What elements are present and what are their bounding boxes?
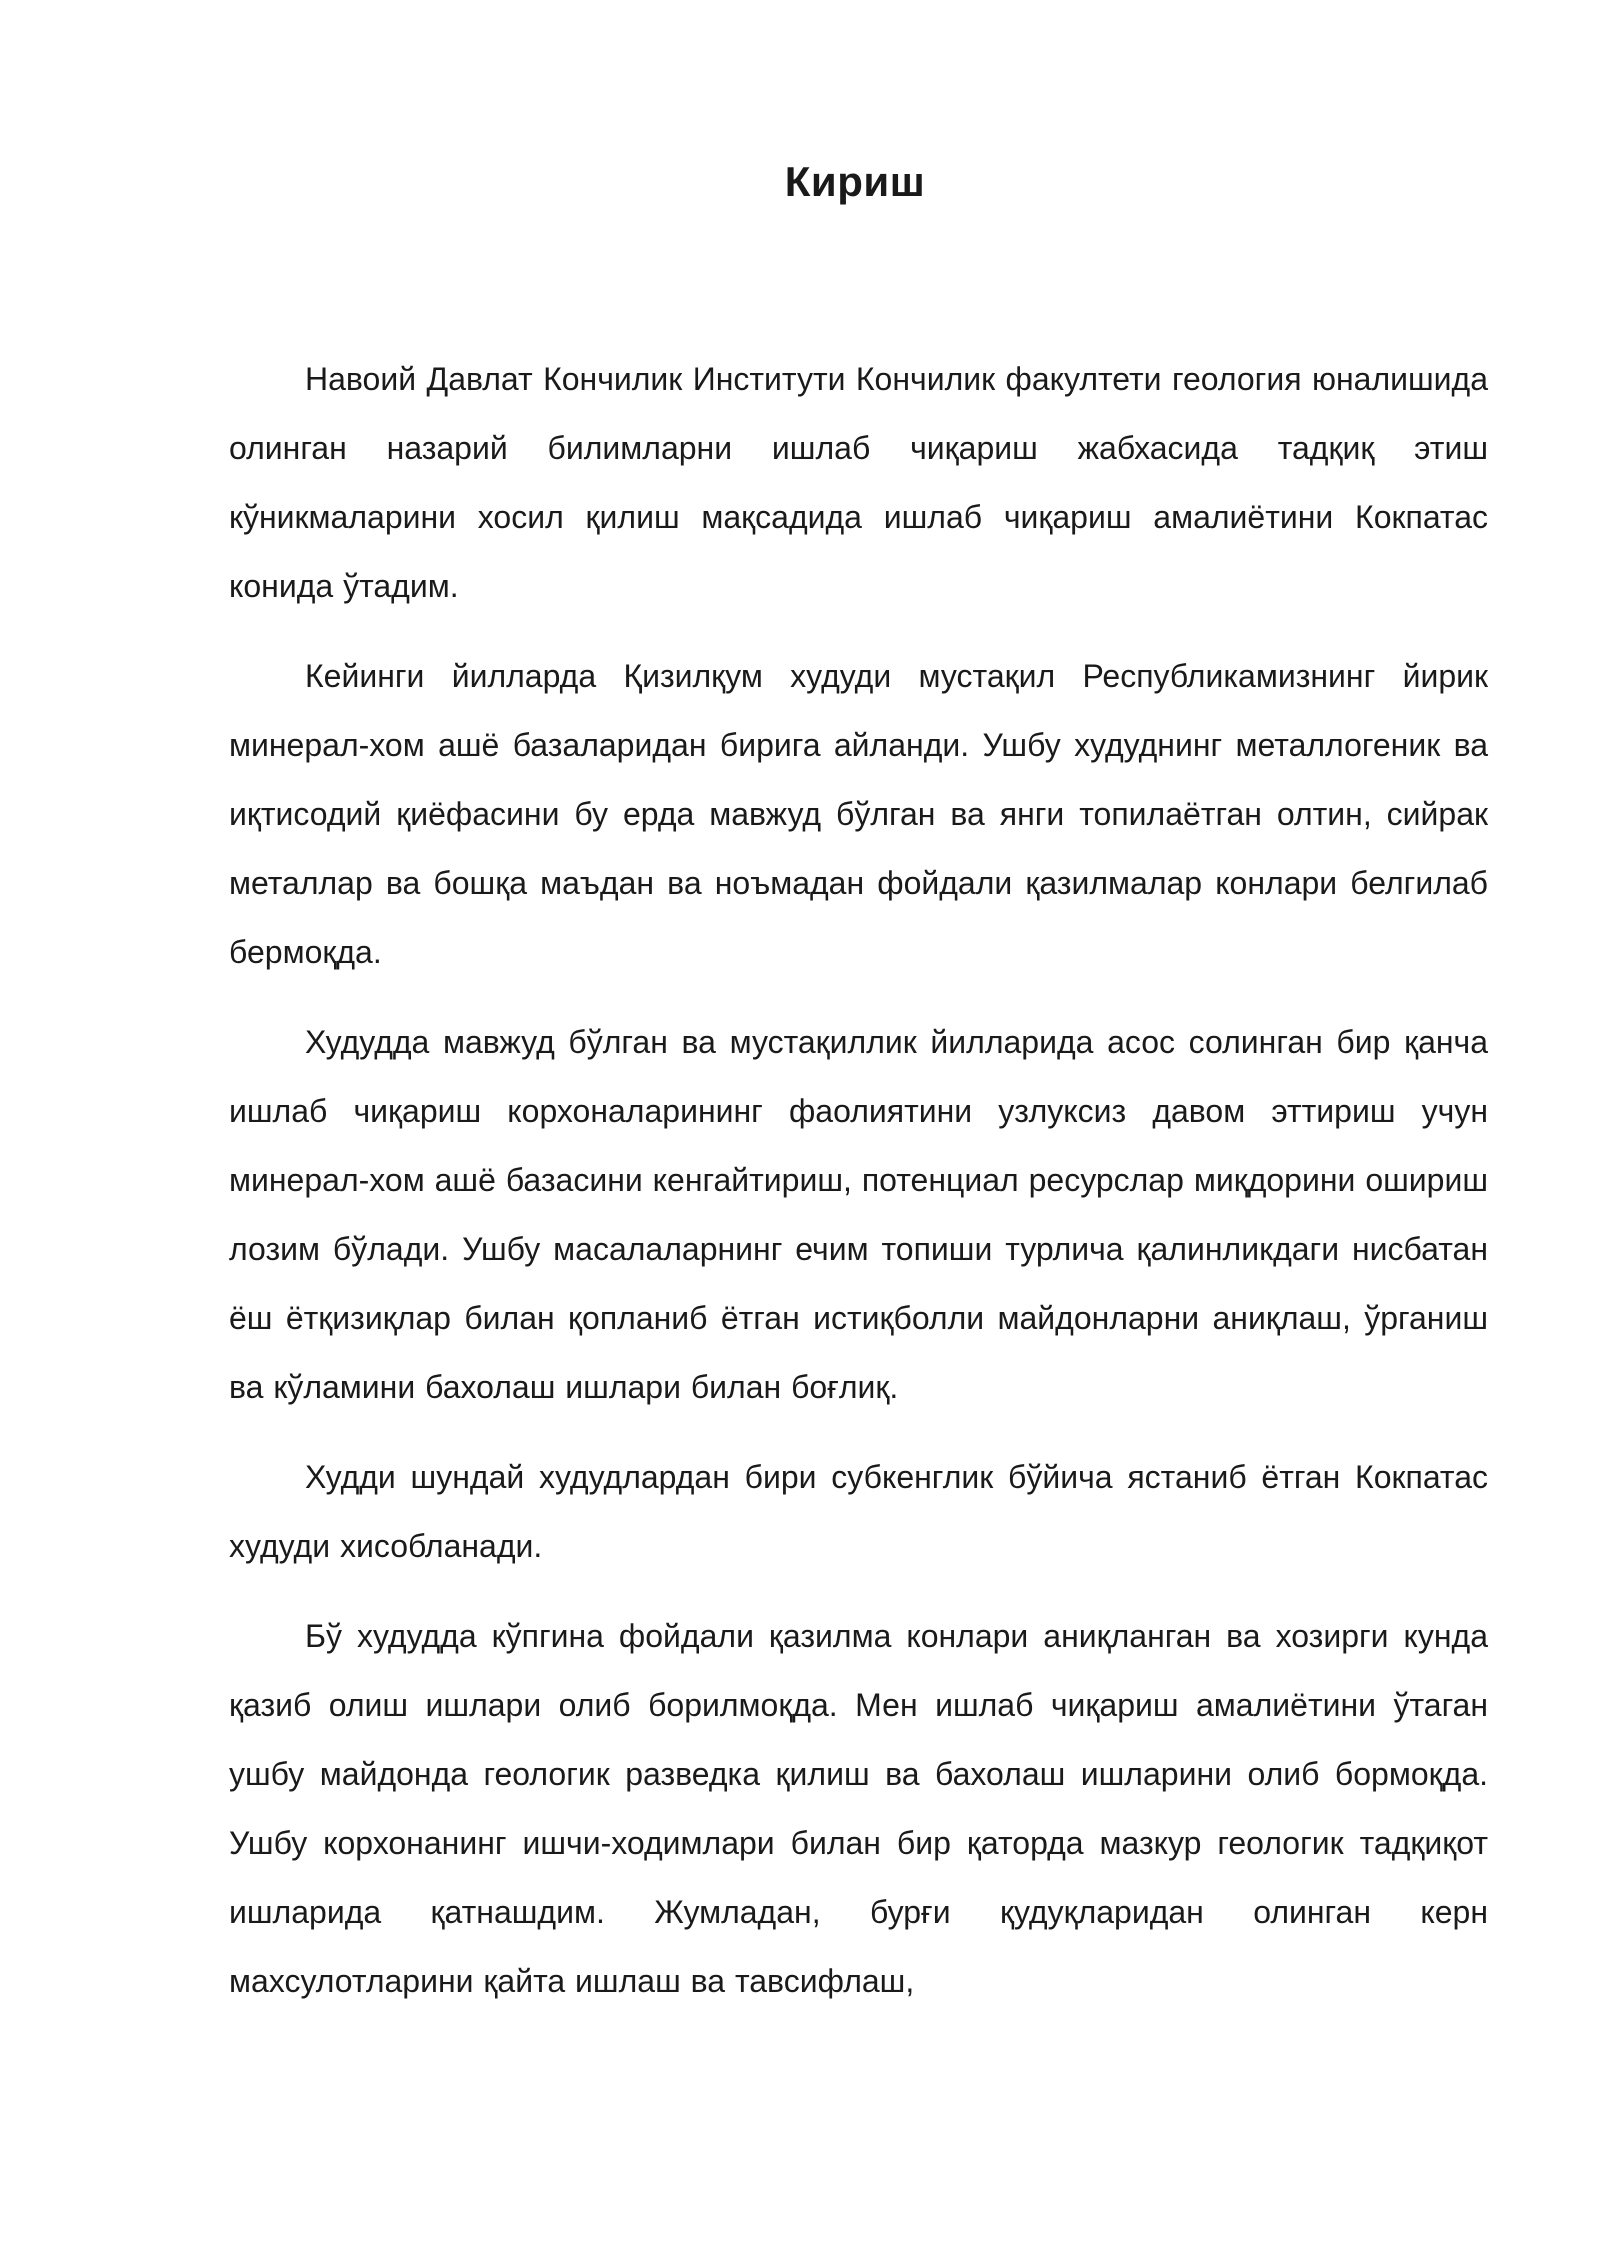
page-title: Кириш (784, 158, 926, 205)
paragraph-3: Худудда мавжуд бўлган ва мустақиллик йилларида асос солинган бир қанча ишлаб чиқариш корхоналарининг фаолиятини узлуксиз давом эттириш учун минерал-хом ашё базасини кенгайтириш, потенциал ресурслар миқдорини ошириш лозим бўлади. Ушбу масалаларнинг ечим топиши турлича қалинликдаги нисбатан ёш ётқизиқлар билан қопланиб ётган истиқболли майдонларни аниқлаш, ўрганиш ва кўламини бахолаш ишлари билан боғлиқ. (229, 1024, 1488, 1405)
paragraph-1: Навоий Давлат Кончилик Институти Кончилик факултети геология юналишида олинган назарий билимларни ишлаб чиқариш жабхасида тадқиқ этиш кўникмаларини хосил қилиш мақсадида ишлаб чиқариш амалиётини Кокпатас конида ўтадим. (229, 361, 1488, 604)
paragraph-2: Кейинги йилларда Қизилқум худуди мустақил Республикамизнинг йирик минерал-хом ашё базаларидан бирига айланди. Ушбу худуднинг металлогеник ва иқтисодий қиёфасини бу ерда мавжуд бўлган ва янги топилаётган олтин, сийрак металлар ва бошқа маъдан ва ноъмадан фойдали қазилмалар конлари белгилаб бермоқда. (229, 658, 1488, 970)
paragraph-5: Бў худудда кўпгина фойдали қазилма конлари аниқланган ва хозирги кунда қазиб олиш ишлари олиб борилмоқда. Мен ишлаб чиқариш амалиётини ўтаган ушбу майдонда геологик разведка қилиш ва бахолаш ишларини олиб бормоқда. Ушбу корхонанинг ишчи-ходимлари билан бир қаторда мазкур геологик тадқиқот ишларида қатнашдим. Жумладан, бурғи қудуқларидан олинган керн махсулотларини қайта ишлаш ва тавсифлаш, (229, 1618, 1488, 1999)
paragraph-4: Худди шундай худудлардан бири субкенглик бўйича ястаниб ётган Кокпатас худуди хисобланади. (229, 1459, 1488, 1564)
document-body (229, 345, 1488, 2016)
